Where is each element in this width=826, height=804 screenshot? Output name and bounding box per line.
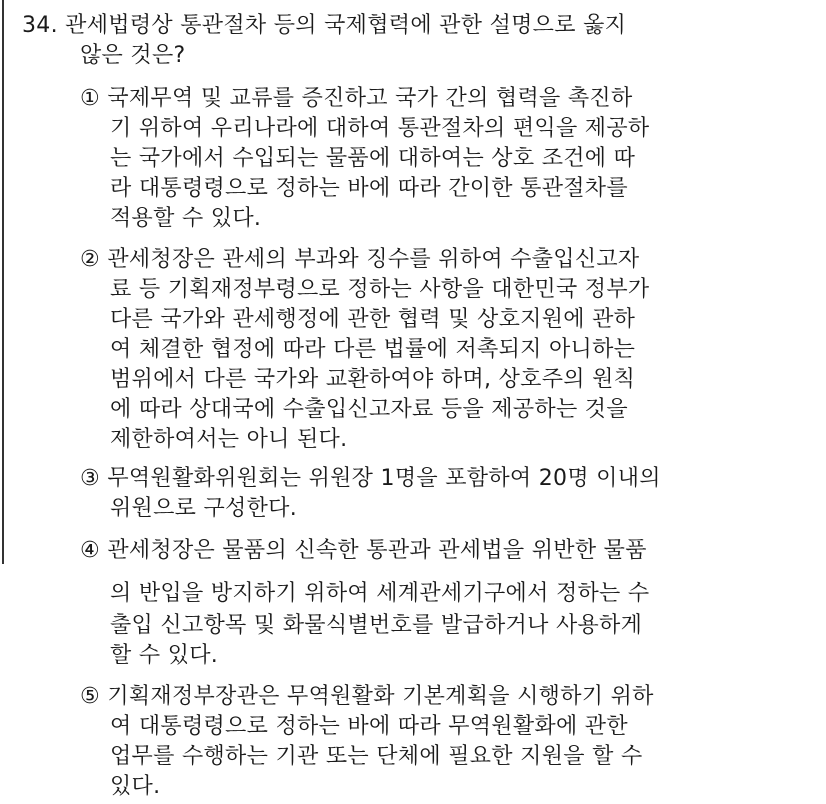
question-line: 34. 관세법령상 통관절차 등의 국제협력에 관한 설명으로 옳지	[22, 13, 627, 38]
option-4-line: 의 반입을 방지하기 위하여 세계관세기구에서 정하는 수	[110, 581, 650, 606]
option-5-line: 여 대통령령으로 정하는 바에 따라 무역원활화에 관한	[110, 714, 628, 739]
option-4-line: ④ 관세청장은 물품의 신속한 통관과 관세법을 위반한 물품	[80, 538, 647, 563]
option-3-line: 위원으로 구성한다.	[110, 496, 298, 521]
option-5-line: ⑤ 기획재정부장관은 무역원활화 기본계획을 시행하기 위하	[80, 684, 654, 709]
option-4-line: 할 수 있다.	[110, 643, 219, 668]
option-2-line: 여 체결한 협정에 따라 다른 법률에 저촉되지 아니하는	[110, 337, 636, 362]
left-margin-rule	[2, 0, 4, 564]
option-2-line: 다른 국가와 관세행정에 관한 협력 및 상호지원에 관하	[110, 307, 636, 332]
option-1-line: 기 위하여 우리나라에 대하여 통관절차의 편익을 제공하	[110, 116, 650, 141]
option-2-line: 제한하여서는 아니 된다.	[110, 427, 348, 452]
option-1-line: 적용할 수 있다.	[110, 206, 262, 231]
option-5-line: 업무를 수행하는 기관 또는 단체에 필요한 지원을 할 수	[110, 744, 643, 769]
option-2-line: 료 등 기획재정부령으로 정하는 사항을 대한민국 정부가	[110, 277, 650, 302]
option-2-line: 에 따라 상대국에 수출입신고자료 등을 제공하는 것을	[110, 397, 628, 422]
option-1-line: ① 국제무역 및 교류를 증진하고 국가 간의 협력을 촉진하	[80, 86, 633, 111]
option-3-line: ③ 무역원활화위원회는 위원장 1명을 포함하여 20명 이내의	[80, 466, 661, 491]
option-5-line: 있다.	[110, 774, 161, 799]
option-1-line: 는 국가에서 수입되는 물품에 대하여는 상호 조건에 따	[110, 146, 636, 171]
question-line: 않은 것은?	[80, 43, 186, 68]
option-4-line: 출입 신고항목 및 화물식별번호를 발급하거나 사용하게	[110, 613, 643, 638]
option-1-line: 라 대통령령으로 정하는 바에 따라 간이한 통관절차를	[110, 176, 628, 201]
option-2-line: ② 관세청장은 관세의 부과와 징수를 위하여 수출입신고자	[80, 247, 640, 272]
option-2-line: 범위에서 다른 국가와 교환하여야 하며, 상호주의 원칙	[110, 367, 636, 392]
